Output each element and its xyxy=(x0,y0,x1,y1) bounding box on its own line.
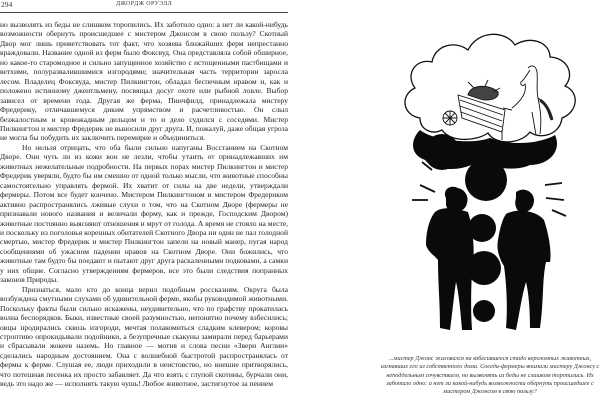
paragraph: Но нельзя отрицать, что оба были сильно напуганы Восстанием на Скотном Дворе. Они чуть ли из кожи вон не лезли, чтобы утаить от принадлежавших им животных нежелательные подробности. На первых порах мистер Пилкингтон и мистер Фредерик уверяли, будто бы им смешно от одной только мысли, что животные способны самостоятельно управлять фермой. Их хватит от силы на две недели, утверждали фермеры. Потом все будет кончено. Мистером Пилкингтоном и мистером Фредериком активно распространялись лживые слухи о том, что на Скотном Дворе (фермеры не признавали нового названия и величали ферму, как и прежде, Господским Двором) животные постоянно выясняют отношения и мрут от голода. А время не стояло на месте, и поскольку из поголовья коренных обитателей Скотного Двора ни один не пал голодной смертью, мистер Фредерик и мистер Пилкингтон запели на новый манер, пугая народ сообщениями об ужасном падении нравов на Скотном Дворе. Они божились, что животные там будто бы поедают и пытают друг друга раскаленными подковами, а самки у них общие. Согласно утверждениям фермеров, все это были следствия попранных законов Природы. xyxy=(0,142,288,285)
running-head: ДЖОРДЖ ОРУЭЛЛ xyxy=(115,1,173,7)
page-number: 294 xyxy=(1,0,13,9)
page-header xyxy=(0,0,288,14)
man-left-silhouette xyxy=(426,187,474,330)
header-rule xyxy=(0,12,288,13)
paragraph: Признаться, мало кто до конца верил подобным россказням. Округа была возбуждена смутными слухами об удивительной ферме, якобы руководимой животными. Поскольку факты были сильно искажены, неудивительно, что по графству прокатилась волна беспорядков. Быки, известные своей разумностью, непонятно почему взбесились; овцы продирались сквозь изгороди, мечтая полакомиться сладким клевером; коровы строптиво опрокидывали подойники, а безупречные скакуны замирали перед барьерами и сбрасывали жокеев наземь. Но главное — мотив и слова песни «Звери Англии» сделались народным достоянием. Она с волшебной быстротой распространялась от фермы к ферме. Слушая ее, люди приходили в неистовство, но внешне притворялись, что потешная песенка их просто забавляет. Да что взять с глупой скотины, бурчали они, ведь это надо же — исполнять такую чушь! Любое животное, застигнутое за пением xyxy=(0,284,288,389)
illustration xyxy=(380,0,600,350)
illustration-caption: ...мистер Джонс жаловался на взбесившееся стадо вероломных животных, изгнавших его из собственного дома. Соседи-фермеры внимали мистеру Джонсу с неподдельным сочувствием, но вызволять из беды не слишком торопились. Их заботило одно: а нет ли какой-нибудь возможности обернуть происшедшее с мистером Джонсом в свою пользу? xyxy=(380,355,600,396)
text-column xyxy=(0,20,288,389)
man-right-silhouette xyxy=(497,190,550,330)
paragraph: но вызволять из беды не слишком торопились. Их заботило одно: а нет ли какой-нибудь возможности обернуть происшедшее с мистером Джонсом в свою пользу? Скотный Двор мог лишь приветствовать тот факт, что хозяева ближайших ферм непрестанно враждовали. Название одной из ферм было Фоксвуд. Она представляла собой обширное, но какое-то старомодное и сильно запущенное хозяйство с истощенными пастбищами и ветхими, полуразвалившимися изгородями; значительная часть территории заросла лесом. Владелец Фоксвуда, мистер Пилкингтон, обладал беспечным нравом и, как и положено истинному джентльмену, посвящал досуг охоте или рыбной ловле. Выбор зависел от времени года. Другая же ферма, Пинчфилд, принадлежала мистеру Фредерику, отличавшемуся диким упрямством и расчетливостью. Он слыл безжалостным и кровожадным дельцом и то и дело судился с соседями. Мистер Пилкингтон и мистер Фредерик не выносили друг друга. И, пожалуй, даже общая угроза не могла бы побудить их заключить перемирие и объединиться. xyxy=(0,20,288,143)
